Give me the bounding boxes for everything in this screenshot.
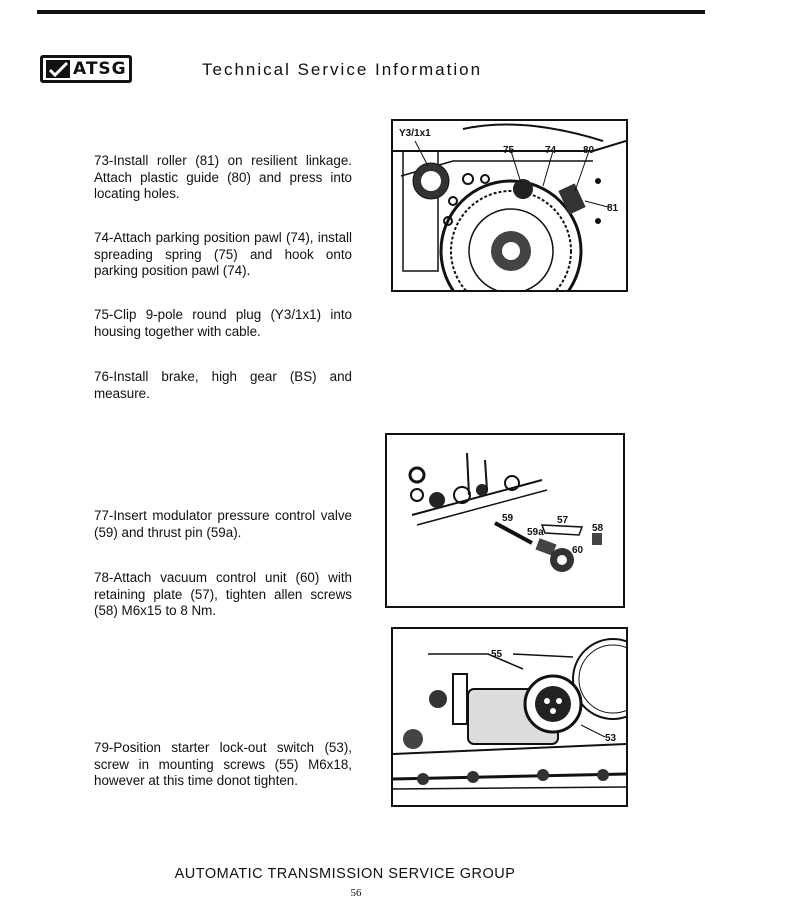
modulator-valve-illustration (387, 435, 623, 606)
logo-text: ATSG (73, 59, 127, 79)
callout-75: 75 (503, 145, 515, 156)
callout-59a: 59a (527, 527, 544, 538)
callout-y3-1x1: Y3/1x1 (399, 128, 431, 139)
top-rule (37, 10, 705, 14)
step-76: 76-Install brake, high gear (BS) and measure. (94, 369, 352, 401)
callout-80: 80 (583, 145, 595, 156)
page-title: Technical Service Information (202, 60, 483, 79)
starter-switch-illustration (393, 629, 626, 805)
callout-60: 60 (572, 545, 584, 556)
step-75: 75-Clip 9-pole round plug (Y3/1x1) into housing together with cable. (94, 307, 352, 339)
step-74: 74-Attach parking position pawl (74), install spreading spring (75) and hook onto parking position pawl (74). (94, 230, 352, 278)
checkmark-logo-icon (46, 60, 70, 78)
callout-57: 57 (557, 515, 569, 526)
figure-modulator-valve (385, 433, 625, 608)
atsg-logo (40, 55, 132, 83)
page-number: 56 (350, 887, 362, 899)
parking-pawl-illustration (393, 121, 626, 290)
step-73: 73-Install roller (81) on resilient linkage. Attach plastic guide (80) and press into locating holes. (94, 153, 352, 201)
callout-55: 55 (491, 649, 503, 660)
callout-74: 74 (545, 145, 557, 156)
step-78: 78-Attach vacuum control unit (60) with retaining plate (57), tighten allen screws (58) M6x15 to 8 Nm. (94, 570, 352, 618)
footer-title: AUTOMATIC TRANSMISSION SERVICE GROUP (174, 866, 516, 882)
callout-59: 59 (502, 513, 514, 524)
figure-parking-pawl (391, 119, 628, 292)
figure-starter-switch (391, 627, 628, 807)
callout-81: 81 (607, 203, 619, 214)
step-79: 79-Position starter lock-out switch (53), screw in mounting screws (55) M6x18, however at this time donot tighten. (94, 740, 352, 788)
step-77: 77-Insert modulator pressure control valve (59) and thrust pin (59a). (94, 508, 352, 540)
callout-58: 58 (592, 523, 604, 534)
callout-53: 53 (605, 733, 617, 744)
